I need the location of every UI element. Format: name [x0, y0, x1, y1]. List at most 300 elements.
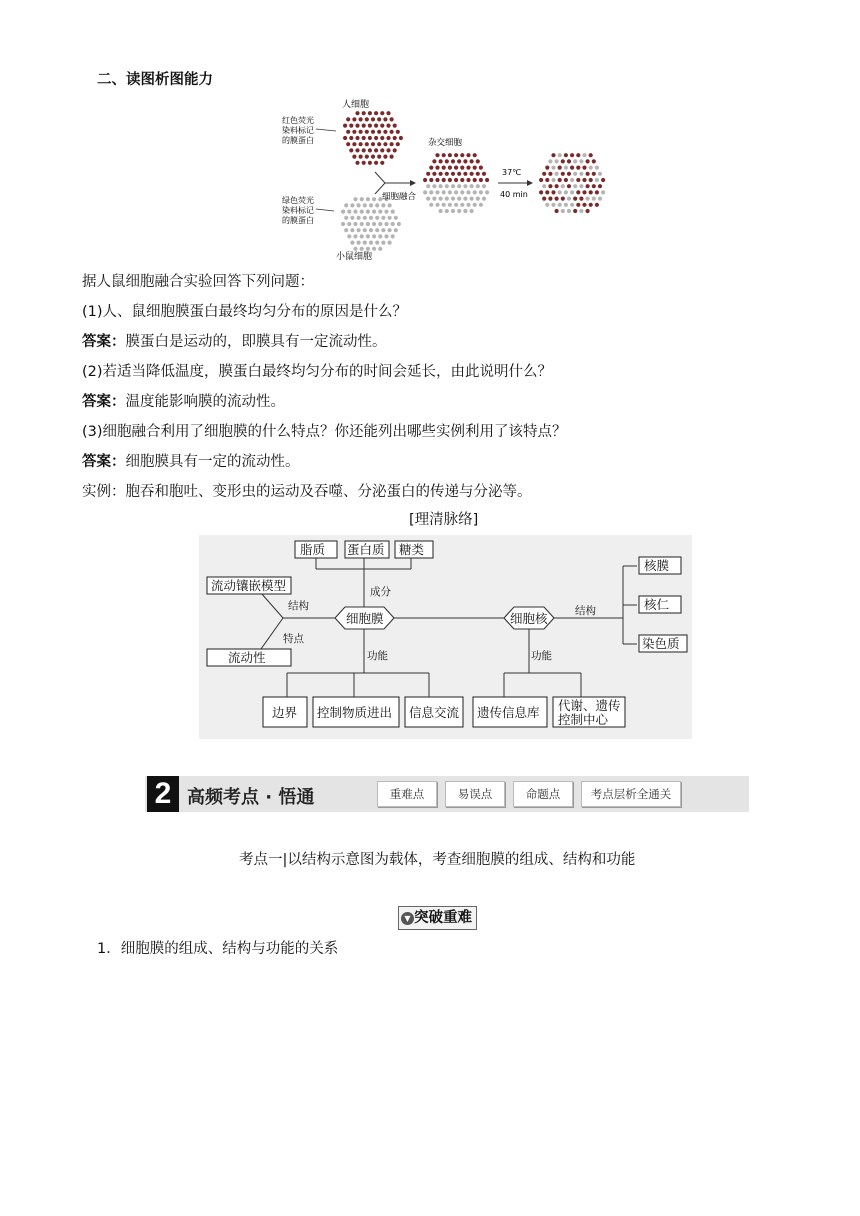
- membrane-protein-dot: [350, 228, 354, 232]
- membrane-protein-dot: [352, 117, 356, 121]
- green-label-1: 绿色荧光: [282, 196, 314, 205]
- membrane-protein-dot: [355, 148, 359, 152]
- membrane-protein-dot: [463, 209, 467, 213]
- intro-text: 据人鼠细胞融合实验回答下列问题：: [82, 274, 314, 290]
- membrane-protein-dot: [570, 166, 574, 170]
- membrane-protein-dot: [463, 172, 467, 176]
- membrane-protein-dot: [582, 190, 586, 194]
- function-communication-label: 信息交流: [409, 705, 460, 720]
- membrane-protein-dot: [371, 117, 375, 121]
- membrane-protein-dot: [598, 197, 602, 201]
- membrane-label: 细胞膜: [346, 611, 384, 626]
- membrane-protein-dot: [448, 166, 452, 170]
- membrane-protein-dot: [582, 203, 586, 207]
- membrane-protein-dot: [378, 247, 382, 251]
- answer-text: 细胞膜具有一定的流动性。: [125, 454, 300, 470]
- membrane-protein-dot: [384, 234, 388, 238]
- membrane-protein-dot: [567, 209, 571, 213]
- membrane-protein-dot: [375, 216, 379, 220]
- membrane-protein-dot: [573, 209, 577, 213]
- membrane-protein-dot: [388, 228, 392, 232]
- membrane-protein-dot: [476, 184, 480, 188]
- membrane-protein-dot: [390, 142, 394, 146]
- temp-label: 37℃: [502, 168, 522, 177]
- membrane-protein-dot: [369, 203, 373, 207]
- membrane-protein-dot: [555, 172, 559, 176]
- membrane-protein-dot: [365, 155, 369, 159]
- breakthrough-badge: [398, 906, 477, 930]
- membrane-protein-dot: [567, 184, 571, 188]
- membrane-protein-dot: [344, 228, 348, 232]
- nuc-part-envelope-label: 核膜: [644, 558, 670, 573]
- membrane-protein-dot: [365, 142, 369, 146]
- membrane-protein-dot: [558, 153, 562, 157]
- membrane-protein-dot: [397, 222, 401, 226]
- nuc-function-control-label-2: 控制中心: [558, 712, 609, 727]
- membrane-protein-dot: [383, 142, 387, 146]
- membrane-protein-dot: [442, 203, 446, 207]
- membrane-protein-dot: [439, 184, 443, 188]
- membrane-protein-dot: [350, 241, 354, 245]
- membrane-protein-dot: [432, 184, 436, 188]
- membrane-protein-dot: [601, 178, 605, 182]
- membrane-protein-dot: [374, 136, 378, 140]
- membrane-protein-dot: [357, 228, 361, 232]
- membrane-protein-dot: [586, 159, 590, 163]
- membrane-protein-dot: [359, 130, 363, 134]
- membrane-protein-dot: [573, 197, 577, 201]
- membrane-protein-dot: [476, 172, 480, 176]
- membrane-protein-dot: [360, 210, 364, 214]
- membrane-protein-dot: [386, 136, 390, 140]
- membrane-protein-dot: [355, 124, 359, 128]
- answer-1: [82, 332, 387, 352]
- membrane-protein-dot: [435, 166, 439, 170]
- topic-heading: 考点一|以结构示意图为载体，考查细胞膜的组成、结构和功能: [239, 852, 636, 868]
- membrane-protein-dot: [366, 197, 370, 201]
- membrane-protein-dot: [561, 197, 565, 201]
- membrane-protein-dot: [573, 159, 577, 163]
- membrane-protein-dot: [442, 178, 446, 182]
- membrane-protein-dot: [579, 209, 583, 213]
- membrane-protein-dot: [454, 203, 458, 207]
- membrane-protein-dot: [473, 178, 477, 182]
- membrane-protein-dot: [473, 166, 477, 170]
- membrane-protein-dot: [476, 159, 480, 163]
- membrane-protein-dot: [372, 247, 376, 251]
- membrane-protein-dot: [435, 190, 439, 194]
- membrane-protein-dot: [377, 155, 381, 159]
- membrane-protein-dot: [454, 178, 458, 182]
- membrane-protein-dot: [558, 190, 562, 194]
- membrane-protein-dot: [448, 203, 452, 207]
- membrane-protein-dot: [555, 184, 559, 188]
- membrane-protein-dot: [567, 159, 571, 163]
- membrane-protein-dot: [542, 184, 546, 188]
- membrane-protein-dot: [375, 241, 379, 245]
- fusion-bracket: [375, 172, 385, 194]
- nuc-part-chromatin-label: 染色质: [642, 636, 680, 651]
- feature-edge-label: 特点: [283, 633, 304, 645]
- item-1: 1．细胞膜的组成、结构与功能的关系: [97, 941, 339, 957]
- membrane-protein-dot: [381, 228, 385, 232]
- membrane-protein-dot: [383, 130, 387, 134]
- membrane-protein-dot: [383, 155, 387, 159]
- comp-edge-label: 成分: [370, 586, 391, 598]
- membrane-protein-dot: [548, 159, 552, 163]
- membrane-protein-dot: [363, 216, 367, 220]
- tab-full-analysis[interactable]: 考点层析全通关: [581, 781, 681, 807]
- membrane-protein-dot: [429, 190, 433, 194]
- membrane-protein-dot: [551, 178, 555, 182]
- membrane-protein-dot: [573, 172, 577, 176]
- answer-3: [82, 452, 300, 472]
- membrane-protein-dot: [473, 190, 477, 194]
- concept-map: [199, 535, 692, 739]
- membrane-protein-dot: [473, 153, 477, 157]
- membrane-protein-dot: [355, 136, 359, 140]
- membrane-protein-dot: [539, 178, 543, 182]
- green-label-2: 染料标记: [282, 206, 314, 215]
- membrane-protein-dot: [357, 241, 361, 245]
- membrane-protein-dot: [366, 234, 370, 238]
- membrane-protein-dot: [551, 153, 555, 157]
- membrane-protein-dot: [470, 209, 474, 213]
- membrane-protein-dot: [586, 209, 590, 213]
- membrane-protein-dot: [372, 197, 376, 201]
- membrane-protein-dot: [378, 234, 382, 238]
- banner-number: 2: [147, 776, 179, 812]
- membrane-protein-dot: [377, 142, 381, 146]
- tab-key-difficult[interactable]: 重难点: [377, 781, 437, 807]
- membrane-protein-dot: [445, 184, 449, 188]
- membrane-protein-dot: [380, 161, 384, 165]
- membrane-protein-dot: [347, 222, 351, 226]
- membrane-protein-dot: [393, 136, 397, 140]
- membrane-protein-dot: [369, 241, 373, 245]
- membrane-protein-dot: [360, 197, 364, 201]
- membrane-protein-dot: [454, 190, 458, 194]
- fluidity-label: 流动性: [228, 650, 266, 665]
- membrane-protein-dot: [454, 153, 458, 157]
- membrane-protein-dot: [579, 197, 583, 201]
- membrane-protein-dot: [349, 124, 353, 128]
- membrane-protein-dot: [375, 203, 379, 207]
- membrane-protein-dot: [479, 203, 483, 207]
- membrane-protein-dot: [592, 172, 596, 176]
- membrane-protein-dot: [445, 172, 449, 176]
- membrane-protein-dot: [378, 210, 382, 214]
- membrane-protein-dot: [451, 159, 455, 163]
- mouse-cell-label: 小鼠细胞: [336, 252, 373, 262]
- membrane-protein-dot: [561, 184, 565, 188]
- membrane-protein-dot: [479, 190, 483, 194]
- membrane-protein-dot: [551, 166, 555, 170]
- membrane-protein-dot: [558, 178, 562, 182]
- membrane-protein-dot: [592, 197, 596, 201]
- membrane-protein-dot: [476, 197, 480, 201]
- membrane-protein-dot: [470, 184, 474, 188]
- membrane-protein-dot: [439, 172, 443, 176]
- membrane-protein-dot: [573, 184, 577, 188]
- membrane-protein-dot: [429, 178, 433, 182]
- membrane-protein-dot: [567, 197, 571, 201]
- membrane-protein-dot: [448, 153, 452, 157]
- membrane-protein-dot: [388, 203, 392, 207]
- membrane-protein-dot: [359, 155, 363, 159]
- membrane-protein-dot: [545, 203, 549, 207]
- membrane-protein-dot: [586, 172, 590, 176]
- membrane-protein-dot: [393, 124, 397, 128]
- membrane-protein-dot: [386, 111, 390, 115]
- membrane-protein-dot: [353, 210, 357, 214]
- membrane-protein-dot: [393, 148, 397, 152]
- membrane-protein-dot: [347, 210, 351, 214]
- membrane-protein-dot: [368, 161, 372, 165]
- section-heading: 二、读图析图能力: [97, 72, 213, 88]
- membrane-protein-dot: [586, 184, 590, 188]
- model-label: 流动镶嵌模型: [211, 578, 287, 593]
- membrane-protein-dot: [545, 166, 549, 170]
- tab-exam-points[interactable]: 命题点: [513, 781, 573, 807]
- nucleus-label: 细胞核: [510, 611, 548, 626]
- membrane-protein-dot: [394, 216, 398, 220]
- membrane-protein-dot: [451, 197, 455, 201]
- membrane-protein-dot: [564, 153, 568, 157]
- membrane-protein-dot: [366, 247, 370, 251]
- membrane-protein-dot: [445, 209, 449, 213]
- membrane-protein-dot: [372, 234, 376, 238]
- membrane-protein-dot: [595, 190, 599, 194]
- membrane-protein-dot: [390, 117, 394, 121]
- membrane-protein-dot: [564, 166, 568, 170]
- membrane-protein-dot: [357, 203, 361, 207]
- membrane-protein-dot: [350, 203, 354, 207]
- membrane-protein-dot: [558, 203, 562, 207]
- membrane-protein-dot: [341, 222, 345, 226]
- membrane-protein-dot: [423, 178, 427, 182]
- membrane-protein-dot: [363, 203, 367, 207]
- membrane-protein-dot: [365, 130, 369, 134]
- answer-label: 答案：: [82, 334, 126, 350]
- membrane-protein-dot: [466, 166, 470, 170]
- membrane-protein-dot: [435, 203, 439, 207]
- membrane-protein-dot: [378, 222, 382, 226]
- membrane-protein-dot: [551, 203, 555, 207]
- fusion-label: 细胞融合: [382, 192, 417, 202]
- membrane-protein-dot: [399, 136, 403, 140]
- membrane-protein-dot: [439, 197, 443, 201]
- membrane-protein-dot: [346, 142, 350, 146]
- answer-2: [82, 392, 285, 412]
- membrane-protein-dot: [388, 241, 392, 245]
- membrane-protein-dot: [384, 222, 388, 226]
- membrane-protein-dot: [368, 136, 372, 140]
- membrane-protein-dot: [360, 247, 364, 251]
- membrane-protein-dot: [442, 153, 446, 157]
- membrane-protein-dot: [561, 209, 565, 213]
- membrane-protein-dot: [451, 184, 455, 188]
- red-label-2: 染料标记: [282, 126, 314, 135]
- membrane-protein-dot: [390, 130, 394, 134]
- membrane-protein-dot: [341, 210, 345, 214]
- membrane-protein-dot: [542, 197, 546, 201]
- membrane-protein-dot: [386, 124, 390, 128]
- membrane-protein-dot: [555, 197, 559, 201]
- membrane-protein-dot: [365, 117, 369, 121]
- membrane-protein-dot: [369, 228, 373, 232]
- membrane-protein-dot: [589, 166, 593, 170]
- membrane-protein-dot: [479, 166, 483, 170]
- section-banner: [145, 776, 749, 812]
- cell-fusion-figure: [270, 95, 620, 265]
- membrane-protein-dot: [384, 210, 388, 214]
- membrane-protein-dot: [368, 111, 372, 115]
- membrane-protein-dot: [457, 172, 461, 176]
- answer-text: 温度能影响膜的流动性。: [125, 394, 285, 410]
- membrane-protein-dot: [567, 172, 571, 176]
- red-label-1: 红色荧光: [282, 116, 314, 125]
- membrane-protein-dot: [570, 178, 574, 182]
- membrane-protein-dot: [470, 197, 474, 201]
- membrane-protein-dot: [589, 178, 593, 182]
- membrane-protein-dot: [380, 148, 384, 152]
- membrane-protein-dot: [589, 203, 593, 207]
- membrane-protein-dot: [353, 197, 357, 201]
- membrane-protein-dot: [548, 172, 552, 176]
- membrane-protein-dot: [391, 234, 395, 238]
- membrane-protein-dot: [432, 197, 436, 201]
- membrane-protein-dot: [589, 190, 593, 194]
- membrane-protein-dot: [558, 166, 562, 170]
- membrane-protein-dot: [460, 178, 464, 182]
- membrane-protein-dot: [576, 178, 580, 182]
- membrane-protein-dot: [343, 124, 347, 128]
- membrane-protein-dot: [381, 241, 385, 245]
- membrane-protein-dot: [346, 117, 350, 121]
- membrane-protein-dot: [366, 210, 370, 214]
- membrane-protein-dot: [579, 172, 583, 176]
- human-cell-image: [343, 111, 403, 165]
- membrane-protein-dot: [586, 197, 590, 201]
- membrane-protein-dot: [479, 178, 483, 182]
- membrane-protein-dot: [396, 130, 400, 134]
- membrane-protein-dot: [457, 159, 461, 163]
- example-text: 实例：胞吞和胞吐、变形虫的运动及吞噬、分泌蛋白的传递与分泌等。: [82, 484, 532, 500]
- membrane-protein-dot: [377, 130, 381, 134]
- component-lipid-label: 脂质: [300, 542, 326, 557]
- membrane-protein-dot: [380, 136, 384, 140]
- membrane-protein-dot: [548, 197, 552, 201]
- membrane-protein-dot: [595, 203, 599, 207]
- membrane-protein-dot: [601, 190, 605, 194]
- membrane-protein-dot: [579, 159, 583, 163]
- membrane-protein-dot: [355, 111, 359, 115]
- membrane-protein-dot: [485, 190, 489, 194]
- membrane-protein-dot: [439, 209, 443, 213]
- membrane-protein-dot: [362, 111, 366, 115]
- membrane-protein-dot: [482, 172, 486, 176]
- membrane-protein-dot: [368, 124, 372, 128]
- membrane-protein-dot: [466, 203, 470, 207]
- membrane-protein-dot: [463, 184, 467, 188]
- membrane-protein-dot: [369, 216, 373, 220]
- component-sugar-label: 糖类: [399, 542, 425, 557]
- red-label-3: 的膜蛋白: [282, 136, 314, 145]
- membrane-protein-dot: [570, 190, 574, 194]
- function-control-label: 控制物质进出: [317, 705, 393, 720]
- membrane-protein-dot: [366, 222, 370, 226]
- membrane-protein-dot: [595, 178, 599, 182]
- membrane-protein-dot: [435, 153, 439, 157]
- membrane-protein-dot: [473, 203, 477, 207]
- membrane-protein-dot: [460, 190, 464, 194]
- membrane-protein-dot: [463, 197, 467, 201]
- membrane-protein-dot: [564, 190, 568, 194]
- component-protein-label: 蛋白质: [347, 542, 385, 557]
- membrane-protein-dot: [466, 153, 470, 157]
- map-title: [理清脉络]: [409, 512, 479, 528]
- membrane-protein-dot: [350, 216, 354, 220]
- membrane-protein-dot: [542, 172, 546, 176]
- mouse-cell-image: [341, 197, 401, 251]
- membrane-protein-dot: [391, 210, 395, 214]
- membrane-protein-dot: [352, 130, 356, 134]
- membrane-protein-dot: [466, 190, 470, 194]
- membrane-protein-dot: [442, 190, 446, 194]
- tab-error-prone[interactable]: 易误点: [445, 781, 505, 807]
- nuc-function-library-label: 遗传信息库: [477, 705, 540, 720]
- badge-label: 突破重难: [414, 910, 472, 926]
- membrane-protein-dot: [391, 222, 395, 226]
- membrane-protein-dot: [381, 203, 385, 207]
- membrane-protein-dot: [346, 130, 350, 134]
- membrane-protein-dot: [466, 178, 470, 182]
- membrane-protein-dot: [564, 203, 568, 207]
- question-3: (3)细胞融合利用了细胞膜的什么特点？你还能列出哪些实例利用了该特点？: [82, 424, 567, 440]
- question-1: (1)人、鼠细胞膜蛋白最终均匀分布的原因是什么？: [82, 304, 408, 320]
- membrane-protein-dot: [353, 247, 357, 251]
- membrane-protein-dot: [545, 190, 549, 194]
- answer-label: 答案：: [82, 394, 126, 410]
- membrane-protein-dot: [352, 142, 356, 146]
- membrane-protein-dot: [374, 148, 378, 152]
- final-cell-image: [539, 153, 605, 213]
- membrane-protein-dot: [372, 210, 376, 214]
- membrane-protein-dot: [582, 153, 586, 157]
- membrane-protein-dot: [448, 178, 452, 182]
- membrane-protein-dot: [368, 148, 372, 152]
- membrane-protein-dot: [396, 142, 400, 146]
- membrane-protein-dot: [598, 172, 602, 176]
- membrane-protein-dot: [362, 161, 366, 165]
- membrane-protein-dot: [362, 124, 366, 128]
- membrane-protein-dot: [423, 190, 427, 194]
- membrane-protein-dot: [357, 216, 361, 220]
- membrane-protein-dot: [349, 148, 353, 152]
- membrane-protein-dot: [426, 184, 430, 188]
- membrane-protein-dot: [576, 203, 580, 207]
- membrane-protein-dot: [551, 190, 555, 194]
- membrane-protein-dot: [463, 159, 467, 163]
- membrane-protein-dot: [576, 190, 580, 194]
- membrane-protein-dot: [460, 153, 464, 157]
- membrane-protein-dot: [359, 117, 363, 121]
- membrane-protein-dot: [429, 166, 433, 170]
- membrane-protein-dot: [592, 159, 596, 163]
- nuc-part-nucleolus-label: 核仁: [644, 597, 670, 612]
- membrane-protein-dot: [390, 155, 394, 159]
